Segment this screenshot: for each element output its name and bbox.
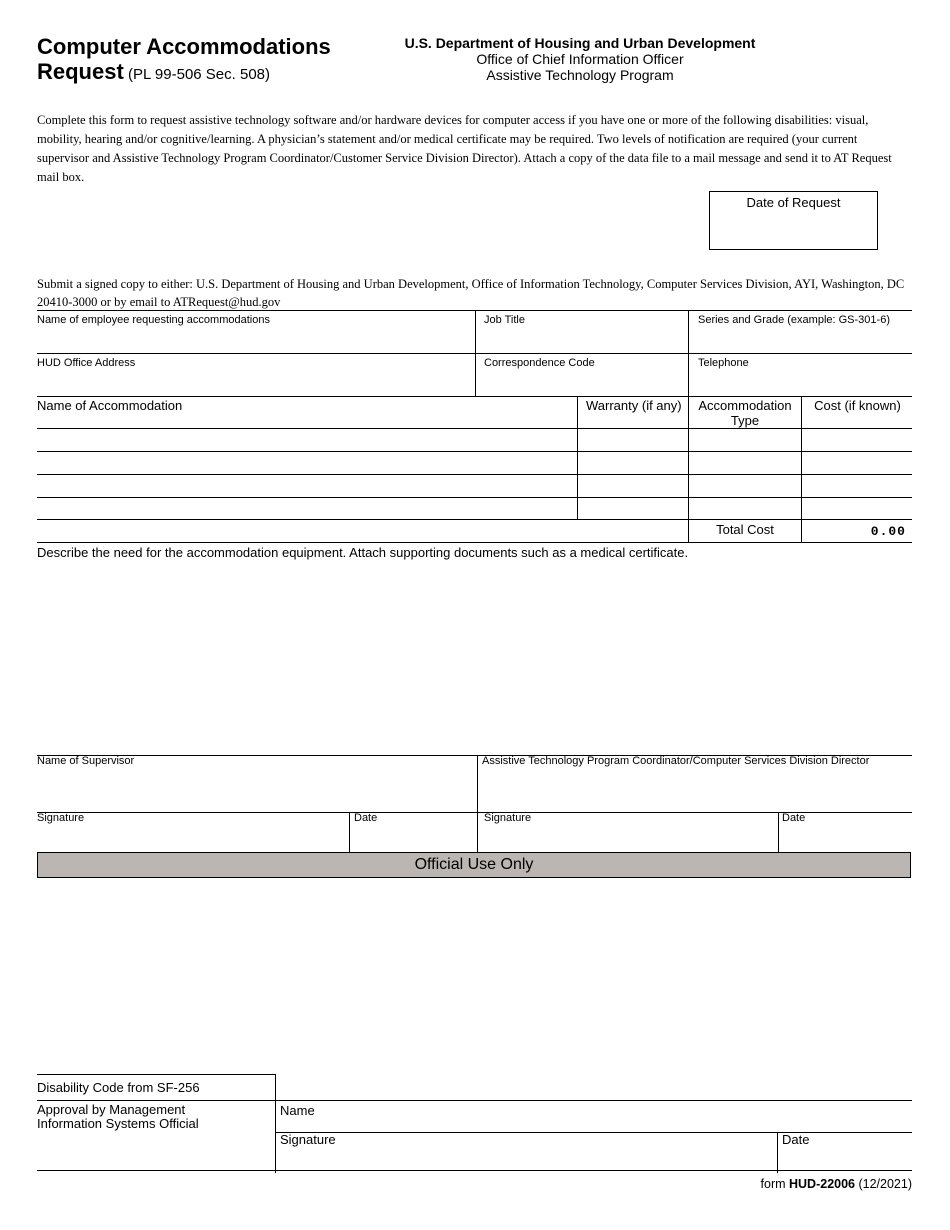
series-grade-label: Series and Grade (example: GS-301-6) bbox=[698, 314, 890, 326]
correspondence-code-field[interactable] bbox=[484, 357, 684, 393]
supervisor-signature-label: Signature bbox=[37, 812, 85, 824]
coordinator-name-label: Assistive Technology Program Coordinator/Computer Services Division Director bbox=[482, 755, 870, 767]
approval-official-label-line1: Approval by Management bbox=[37, 1102, 186, 1117]
office-address-field[interactable] bbox=[37, 357, 467, 393]
table-row[interactable] bbox=[37, 429, 912, 451]
col-header-warranty: Warranty (if any) bbox=[586, 398, 682, 413]
total-cost-label: Total Cost bbox=[716, 522, 774, 537]
supervisor-name-field[interactable] bbox=[37, 755, 467, 805]
divider bbox=[37, 396, 912, 397]
supervisor-date-label: Date bbox=[354, 812, 378, 824]
official-name-label: Name bbox=[280, 1103, 315, 1118]
divider bbox=[778, 812, 779, 852]
divider bbox=[37, 1100, 912, 1101]
date-of-request-label: Date of Request bbox=[746, 195, 841, 210]
form-title: Computer Accommodations bbox=[37, 34, 331, 59]
official-name-field[interactable] bbox=[280, 1103, 908, 1129]
telephone-label: Telephone bbox=[698, 357, 749, 369]
approval-official-label-line2: Information Systems Official bbox=[37, 1116, 199, 1131]
need-description-field[interactable] bbox=[37, 545, 907, 745]
office-name: Office of Chief Information Officer bbox=[476, 51, 684, 67]
divider bbox=[37, 1170, 912, 1171]
correspondence-code-label: Correspondence Code bbox=[484, 357, 595, 369]
official-date-field[interactable] bbox=[782, 1132, 908, 1168]
official-signature-label: Signature bbox=[280, 1132, 336, 1147]
official-signature-field[interactable] bbox=[280, 1132, 772, 1168]
divider bbox=[37, 519, 912, 520]
job-title-field[interactable] bbox=[484, 314, 684, 350]
table-row[interactable] bbox=[37, 498, 912, 520]
program-name: Assistive Technology Program bbox=[486, 67, 674, 83]
coordinator-signature-label: Signature bbox=[484, 812, 532, 824]
official-date-label: Date bbox=[782, 1132, 810, 1147]
divider bbox=[349, 812, 350, 852]
approval-official-label bbox=[37, 1103, 199, 1131]
col-header-name: Name of Accommodation bbox=[37, 398, 183, 413]
office-address-label: HUD Office Address bbox=[37, 357, 136, 369]
coordinator-name-field[interactable] bbox=[482, 755, 910, 805]
agency-block bbox=[390, 35, 770, 83]
submit-instructions: Submit a signed copy to either: U.S. Department of Housing and Urban Development, Office of Information Technology, Computer Services Division, AYI, Washington, DC 20410-3000 or by email to ATRequest@hud.gov bbox=[37, 277, 905, 309]
form-title-request: Request bbox=[37, 59, 124, 84]
coordinator-date-field[interactable] bbox=[782, 812, 908, 850]
form-number-prefix: form bbox=[760, 1177, 789, 1191]
agency-name: U.S. Department of Housing and Urban Development bbox=[404, 35, 756, 51]
series-grade-field[interactable] bbox=[698, 314, 908, 350]
divider bbox=[37, 353, 912, 354]
divider bbox=[37, 542, 912, 543]
col-header-type: Accommodation Type bbox=[698, 398, 792, 428]
official-use-banner: Official Use Only bbox=[37, 852, 911, 878]
job-title-label: Job Title bbox=[484, 314, 525, 326]
disability-code-field[interactable] bbox=[276, 1075, 912, 1099]
divider bbox=[37, 1074, 275, 1075]
employee-name-label: Name of employee requesting accommodations bbox=[37, 314, 270, 326]
table-row[interactable] bbox=[37, 452, 912, 474]
date-of-request-box[interactable] bbox=[709, 191, 878, 250]
employee-name-field[interactable] bbox=[37, 314, 467, 350]
col-header-cost: Cost (if known) bbox=[814, 398, 901, 413]
supervisor-signature-field[interactable] bbox=[37, 812, 345, 850]
telephone-field[interactable] bbox=[698, 357, 908, 393]
table-row[interactable] bbox=[37, 475, 912, 497]
total-cost-value: 0.00 bbox=[870, 524, 906, 539]
intro-paragraph: Complete this form to request assistive technology software and/or hardware devices for computer access if you have one or more of the following disabilities: visual, mobility, hearing and/or cognitive/learning. A physician’s statement and/or medical certificate may be required. Two levels of notification are required (your current supervisor and Assistive Technology Program Coordinator/Customer Service Division Director). Attach a copy of the data file to a mail message and send it to AT Request mail box. bbox=[37, 113, 892, 184]
divider bbox=[777, 1132, 778, 1173]
form-title-line2 bbox=[37, 59, 270, 85]
supervisor-name-label: Name of Supervisor bbox=[37, 755, 135, 767]
supervisor-date-field[interactable] bbox=[354, 812, 472, 850]
disability-code-label: Disability Code from SF-256 bbox=[37, 1080, 200, 1095]
form-number bbox=[640, 1177, 912, 1191]
form-number-revision: (12/2021) bbox=[855, 1177, 912, 1191]
form-title-subtitle: (PL 99-506 Sec. 508) bbox=[123, 66, 270, 83]
form-number-id: HUD-22006 bbox=[789, 1177, 856, 1191]
coordinator-signature-field[interactable] bbox=[484, 812, 772, 850]
need-description-label: Describe the need for the accommodation equipment. Attach supporting documents such as a medical certificate. bbox=[37, 545, 689, 560]
divider bbox=[477, 755, 478, 852]
coordinator-date-label: Date bbox=[782, 812, 806, 824]
